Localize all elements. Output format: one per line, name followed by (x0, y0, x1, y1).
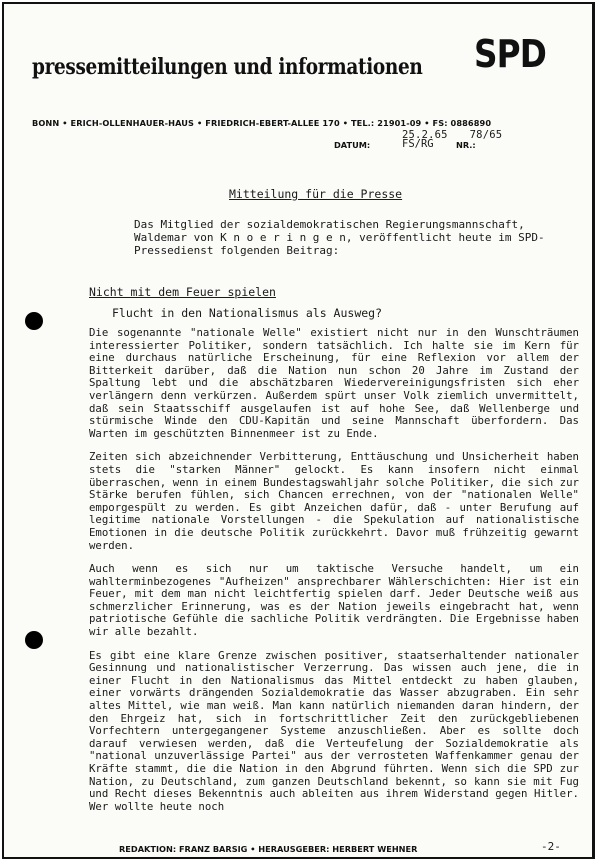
punch-hole-icon (25, 631, 43, 649)
press-heading: Mitteilung für die Presse (229, 187, 403, 201)
article-subtitle: Flucht in den Nationalismus als Ausweg? (112, 306, 383, 320)
paragraph: Auch wenn es sich nur um taktische Versuche handelt, um ein wahlterminbezogenes "Aufheizen" ansprechbarer Wählerschichten: Hier ist ein Feuer, mit dem man nicht leichtfertig spielen darf. Jeder Deutsche weiß aus schmerzlicher Erinnerung, was es der Nation jeweils eingebracht hat, wenn patriotische Gefühle die sachliche Politik verdrängten. Die Ergebnisse haben wir alle bezahlt. (89, 562, 579, 639)
paragraph: Es gibt eine klare Grenze zwischen positiver, staatserhaltender nationaler Gesinnung und nationalistischer Verzerrung. Das wissen auch jene, die in einer Flucht in den Nationalismus das Mittel entdeckt zu haben glauben, einer vorwärts drängenden Sozialdemokratie das Wasser abzugraben. Ein sehr altes Mittel, wie man weiß. Man kann natürlich niemanden daran hindern, der den Ehrgeiz hat, sich in fortschrittlicher Zeit den zurückgebliebenen Vorfechtern untergegangener Systeme anzuschließen. Aber es sollte doch darauf verwiesen werden, daß die Verteufelung der Sozialdemokratie als "national unzuverlässige Partei" aus der verrosteten Waffenkammer genau der Kräfte stammt, die die Nation in den Abgrund führten. Wenn sich die SPD zur Nation, zu Deutschland, zum ganzen Deutschland bekennt, so kann sie mit Fug und Recht dieses Bekenntnis auch ableiten aus ihrem Widerstand gegen Hitler. Wer wollte heute noch (89, 648, 579, 813)
paragraph: Zeiten sich abzeichnender Verbitterung, Enttäuschung und Unsicherheit haben stets die "starken Männer" gelockt. Es kann insofern nicht einmal überraschen, wenn in einem Bundestagswahljahr solche Politiker, die sich zur Stärke berufen fühlen, sich Chancen errechnen, von der "nationalen Welle" emporgespült zu werden. Es gibt Anzeichen dafür, daß - unter Berufung auf legitime nationale Vorstellungen - die Spekulation auf nationalistische Emotionen in die deutsche Politik zurückkehrt. Davor muß frühzeitig gewarnt werden. (89, 450, 579, 552)
intro-text: Das Mitglied der sozialdemokratischen Regierungsmannschaft, Waldemar von K n o e r i n g e n, veröffentlicht heute im SPD-Pressedienst folgenden Beitrag: (134, 218, 545, 258)
publication-title: pressemitteilungen und informationen (32, 54, 423, 80)
number-value: 78/65 (469, 129, 503, 141)
footer-credits: REDAKTION: FRANZ BARSIG • HERAUSGEBER: HERBERT WEHNER (119, 844, 418, 854)
datum-label: DATUM: (334, 140, 371, 150)
nr-label: NR.: (456, 140, 476, 150)
article-body (89, 327, 579, 824)
spd-logo: SPD (474, 32, 547, 76)
article-title: Nicht mit dem Feuer spielen (89, 285, 276, 299)
paragraph: Die sogenannte "nationale Welle" existiert nicht nur in den Wunschträumen interessierter Politiker, sondern tatsächlich. Ich halte sie im Kern für eine durchaus natürliche Erscheinung, für eine Reflexion vor allem der Bitterkeit darüber, daß die Nation nun schon 20 Jahre im Zustand der Spaltung lebt und die abschätzbaren Wiedervereinigungsfristen sich eher verlängern denn verkürzen. Außerdem spürt unser Volk ziemlich unvermittelt, daß sein Staatsschiff ausgelaufen ist auf hohe See, daß Wellenberge und stürmische Winde den CDU-Kapitän und seine Mannschaft überfordern. Das Warten im geschützten Binnenmeer ist zu Ende. (89, 326, 579, 440)
punch-hole-icon (25, 312, 43, 330)
page-number: -2- (541, 840, 561, 853)
date-value: 25.2.65 (402, 129, 448, 141)
reference-code: FS/RG (402, 138, 434, 150)
address-line: BONN • ERICH-OLLENHAUER-HAUS • FRIEDRICH-EBERT-ALLEE 170 • TEL.: 21901-09 • FS: 0886890 (32, 118, 492, 128)
document-page (2, 2, 595, 859)
